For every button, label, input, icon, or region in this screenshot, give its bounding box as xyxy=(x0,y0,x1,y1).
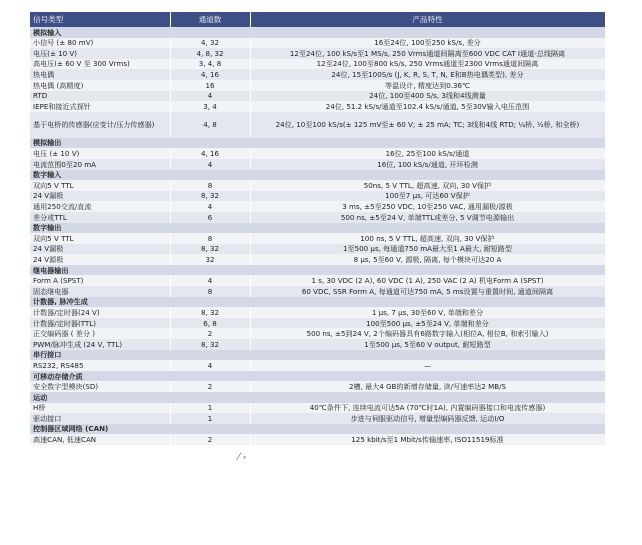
channel-count-cell: 8, 32 xyxy=(170,244,250,255)
header-channel-count: 通道数 xyxy=(170,12,250,27)
channel-count-cell: 8 xyxy=(170,180,250,191)
signal-type-cell: 电压 (± 10 V) xyxy=(30,148,170,159)
signal-type-cell: 电压(± 10 V) xyxy=(30,48,170,59)
signal-type-cell: 高电压(± 60 V 至 300 Vrms) xyxy=(30,59,170,70)
table-row xyxy=(30,48,605,59)
channel-count-cell: 4 xyxy=(170,201,250,212)
section-header-row xyxy=(30,138,605,149)
channel-count-cell: 1 xyxy=(170,413,250,424)
signal-type-cell: 计数器/定时器(24 V) xyxy=(30,307,170,318)
section-title: 模拟输出 xyxy=(30,138,605,149)
features-cell: 1 s, 30 VDC (2 A), 60 VDC (1 A), 250 VAC (2 A) 机电Form A (SPST) xyxy=(250,275,605,286)
channel-count-cell: 8, 32 xyxy=(170,307,250,318)
table-row xyxy=(30,233,605,244)
signal-type-cell: 高速CAN, 低速CAN xyxy=(30,434,170,445)
features-cell: 16位, 100 kS/s/通道, 开环检测 xyxy=(250,159,605,170)
features-cell: 40℃条件下, 连续电流可达5A (70℃时1A), 内置编码器接口和电流传感器) xyxy=(250,403,605,414)
table-row xyxy=(30,38,605,49)
table-row xyxy=(30,244,605,255)
header-signal-type: 信号类型 xyxy=(30,12,170,27)
channel-count-cell: 32 xyxy=(170,254,250,265)
features-cell: 2槽, 最大4 GB的新增存储量, 读/写速率达2 MB/S xyxy=(250,381,605,392)
channel-count-cell: 4, 32 xyxy=(170,38,250,49)
channel-count-cell: 3, 4, 8 xyxy=(170,59,250,70)
signal-type-cell: 安全数字型模块(SD) xyxy=(30,381,170,392)
signal-type-cell: Form A (SPST) xyxy=(30,275,170,286)
features-cell: 3 ms, ±5至250 VDC, 10至250 VAC, 通用漏极/源极 xyxy=(250,201,605,212)
features-cell: 12至24位, 100 kS/s至1 MS/s, 250 Vrms通道间隔离至600 VDC CAT I通道-总线隔离 xyxy=(250,48,605,59)
features-cell: 1至500 μs, 每通道750 mA最大至1 A最大, 耐短路型 xyxy=(250,244,605,255)
channel-count-cell: 6 xyxy=(170,212,250,223)
section-header-row xyxy=(30,297,605,308)
features-cell: 24位, 51.2 kS/s/通道至102.4 kS/s/通道, 5至30V输入电压范围 xyxy=(250,101,605,112)
signal-type-cell: RTD xyxy=(30,91,170,102)
features-cell: 24位, 10至100 kS/s(± 125 mV至± 60 V; ± 25 mA; TC; 3线和4线 RTD; ¼桥, ½桥, 和全桥) xyxy=(250,112,605,138)
features-cell: 步进与伺服驱动信号, 增量型编码器反馈, 运动I/O xyxy=(250,413,605,424)
table-row xyxy=(30,360,605,371)
features-cell: 1 μs, 7 μs, 30至60 V, 单端和差分 xyxy=(250,307,605,318)
header-product-features: 产品特性 xyxy=(250,12,605,27)
signal-type-cell: 热电偶 (高精度) xyxy=(30,80,170,91)
section-header-row xyxy=(30,170,605,181)
features-cell: — xyxy=(250,360,605,371)
section-title: 继电器输出 xyxy=(30,265,605,276)
channel-count-cell: 8 xyxy=(170,286,250,297)
table-row xyxy=(30,403,605,414)
channel-count-cell: 4 xyxy=(170,159,250,170)
signal-type-cell: H桥 xyxy=(30,403,170,414)
signal-type-cell: 24 V漏极 xyxy=(30,244,170,255)
channel-count-cell: 1 xyxy=(170,403,250,414)
channel-count-cell: 3, 4 xyxy=(170,101,250,112)
channel-count-cell: 6, 8 xyxy=(170,318,250,329)
section-title: 模拟输入 xyxy=(30,27,605,38)
table-header-row xyxy=(30,12,605,27)
channel-count-cell: 4, 16 xyxy=(170,69,250,80)
signal-type-cell: 热电偶 xyxy=(30,69,170,80)
table-row xyxy=(30,254,605,265)
signal-type-cell: 小信号 (± 80 mV) xyxy=(30,38,170,49)
features-cell: 500 ns, ±5至24 V, 单端TTL或差分, 5 V调节电源输出 xyxy=(250,212,605,223)
table-row xyxy=(30,159,605,170)
channel-count-cell: 4, 8, 32 xyxy=(170,48,250,59)
features-cell: 16至24位, 100至250 kS/s, 差分 xyxy=(250,38,605,49)
table-row xyxy=(30,80,605,91)
channel-count-cell: 2 xyxy=(170,381,250,392)
table-row xyxy=(30,191,605,202)
io-module-spec-table xyxy=(30,12,606,445)
table-row xyxy=(30,381,605,392)
signal-type-cell: PWM/脉冲生成 (24 V, TTL) xyxy=(30,339,170,350)
section-header-row xyxy=(30,424,605,435)
features-cell: 24位, 100至400 S/s, 3线和4线测量 xyxy=(250,91,605,102)
features-cell: 12至24位, 100至800 kS/s, 250 Vrms通道至2300 Vrms通道间隔离 xyxy=(250,59,605,70)
features-cell: 1至500 μs, 5至60 V output, 耐短路型 xyxy=(250,339,605,350)
signal-type-cell: RS232, RS485 xyxy=(30,360,170,371)
signal-type-cell: 双向5 V TTL xyxy=(30,180,170,191)
section-header-row xyxy=(30,392,605,403)
signal-type-cell: 计数器/定时器(TTL) xyxy=(30,318,170,329)
channel-count-cell: 4, 16 xyxy=(170,148,250,159)
features-cell: 等温设计, 精度达到0.36℃ xyxy=(250,80,605,91)
signal-type-cell: IEPE和接近式探针 xyxy=(30,101,170,112)
section-header-row xyxy=(30,350,605,361)
table-row xyxy=(30,212,605,223)
table-row xyxy=(30,112,605,138)
features-cell: 100至7 μs, 可达60 V保护 xyxy=(250,191,605,202)
signal-type-cell: 基于电桥的传感器(应变计/压力传感器) xyxy=(30,112,170,138)
channel-count-cell: 4 xyxy=(170,91,250,102)
channel-count-cell: 2 xyxy=(170,434,250,445)
table-row xyxy=(30,275,605,286)
signal-type-cell: 通用250交流/直流 xyxy=(30,201,170,212)
table-row xyxy=(30,91,605,102)
signal-type-cell: 电流范围0至20 mA xyxy=(30,159,170,170)
signal-type-cell: 24 V源极 xyxy=(30,254,170,265)
features-cell: 8 μs, 5至60 V, 源极, 隔离, 每个模块可达20 A xyxy=(250,254,605,265)
features-cell: 16位, 25至100 kS/s/通道 xyxy=(250,148,605,159)
section-title: 串行接口 xyxy=(30,350,605,361)
table-row xyxy=(30,69,605,80)
section-header-row xyxy=(30,371,605,382)
table-row xyxy=(30,286,605,297)
section-title: 数字输出 xyxy=(30,223,605,234)
handwritten-mark: ⁄ ⸗ xyxy=(238,452,247,463)
features-cell: 50ns, 5 V TTL, 超高速, 双向, 30 V保护 xyxy=(250,180,605,191)
section-header-row xyxy=(30,265,605,276)
features-cell: 125 kbit/s至1 Mbit/s传输速率, ISO11519标准 xyxy=(250,434,605,445)
features-cell: 60 VDC, SSR Form A, 每通道可达750 mA, 5 ms设置与重置时间, 通道间隔离 xyxy=(250,286,605,297)
signal-type-cell: 固态继电器 xyxy=(30,286,170,297)
table-row xyxy=(30,201,605,212)
table-row xyxy=(30,307,605,318)
table-row xyxy=(30,318,605,329)
table-row xyxy=(30,413,605,424)
section-title: 控制器区域网络 (CAN) xyxy=(30,424,605,435)
section-header-row xyxy=(30,223,605,234)
table-row xyxy=(30,339,605,350)
signal-type-cell: 正交编码器 ( 差分 ) xyxy=(30,328,170,339)
features-cell: 100至500 μs, ±5至24 V, 单端和差分 xyxy=(250,318,605,329)
channel-count-cell: 8, 32 xyxy=(170,191,250,202)
section-header-row xyxy=(30,27,605,38)
channel-count-cell: 4, 8 xyxy=(170,112,250,138)
section-title: 运动 xyxy=(30,392,605,403)
signal-type-cell: 双向5 V TTL xyxy=(30,233,170,244)
features-cell: 24位, 15至100S/s (J, K, R, S, T, N, E和B热电偶类型), 差分 xyxy=(250,69,605,80)
table-row xyxy=(30,434,605,445)
section-title: 计数器, 脉冲生成 xyxy=(30,297,605,308)
channel-count-cell: 8 xyxy=(170,233,250,244)
channel-count-cell: 4 xyxy=(170,275,250,286)
section-title: 数字输入 xyxy=(30,170,605,181)
table-row xyxy=(30,148,605,159)
table-row xyxy=(30,101,605,112)
signal-type-cell: 24 V漏极 xyxy=(30,191,170,202)
table-row xyxy=(30,180,605,191)
signal-type-cell: 驱动接口 xyxy=(30,413,170,424)
table-body xyxy=(30,27,605,445)
features-cell: 100 ns, 5 V TTL, 超高速, 双向, 30 V保护 xyxy=(250,233,605,244)
channel-count-cell: 8, 32 xyxy=(170,339,250,350)
section-title: 可移动存储介质 xyxy=(30,371,605,382)
signal-type-cell: 差分或TTL xyxy=(30,212,170,223)
channel-count-cell: 4 xyxy=(170,360,250,371)
channel-count-cell: 16 xyxy=(170,80,250,91)
features-cell: 500 ns, ±5到24 V, 2个编码器具有6路数字输入(相位A, 相位B, 和索引输入) xyxy=(250,328,605,339)
table-row xyxy=(30,328,605,339)
table-row xyxy=(30,59,605,70)
channel-count-cell: 2 xyxy=(170,328,250,339)
